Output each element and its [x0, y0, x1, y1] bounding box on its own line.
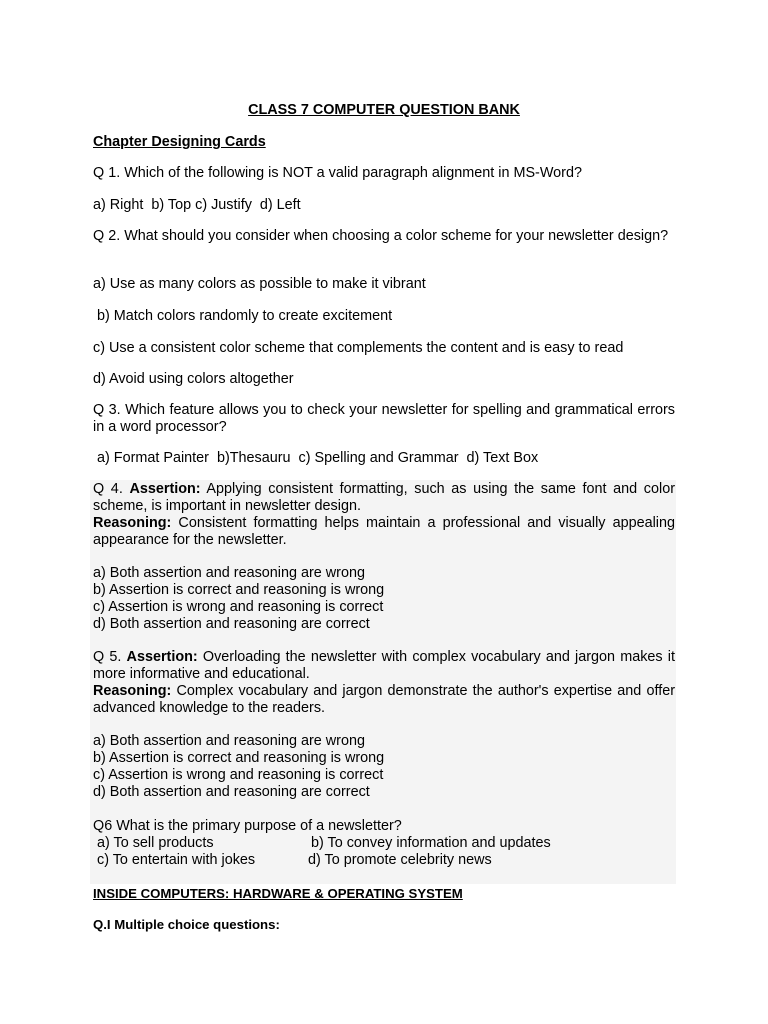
q6-option-d: d) To promote celebrity news — [308, 852, 492, 868]
q5-option-d: d) Both assertion and reasoning are correct — [93, 784, 370, 800]
q5-assertion — [93, 649, 675, 683]
q2-text: Q 2. What should you consider when choosing a color scheme for your newsletter design? — [93, 228, 669, 244]
q4-option-a: a) Both assertion and reasoning are wrong — [93, 565, 365, 581]
q4-prefix: Q 4. — [93, 481, 130, 497]
q4-reasoning — [93, 515, 675, 549]
q2-option-d: d) Avoid using colors altogether — [93, 371, 294, 387]
q5-assertion-label: Assertion: — [126, 649, 198, 665]
q4-reasoning-text: Consistent formatting helps maintain a professional and visually appealing appearance for the newsletter. — [93, 515, 675, 548]
mcq-heading: Q.I Multiple choice questions: — [93, 917, 280, 932]
q6-option-b: b) To convey information and updates — [311, 835, 551, 851]
q4-option-d: d) Both assertion and reasoning are correct — [93, 616, 370, 632]
q4-assertion-text: Applying consistent formatting, such as using the same font and color scheme, is important in newsletter design. — [93, 481, 675, 514]
q2-option-a: a) Use as many colors as possible to make it vibrant — [93, 276, 426, 292]
q5-prefix: Q 5. — [93, 649, 127, 665]
q5-reasoning-text: Complex vocabulary and jargon demonstrate the author's expertise and offer advanced knowledge to the readers. — [93, 683, 675, 716]
q5-option-a: a) Both assertion and reasoning are wrong — [93, 733, 365, 749]
q6-text: Q6 What is the primary purpose of a newsletter? — [93, 818, 402, 834]
q5-reasoning — [93, 683, 675, 717]
q2-option-c: c) Use a consistent color scheme that complements the content and is easy to read — [93, 340, 624, 356]
q4-assertion-label: Assertion: — [129, 481, 201, 497]
q3-options: a) Format Painter b)Thesauru c) Spelling and Grammar d) Text Box — [97, 450, 539, 466]
q1-options: a) Right b) Top c) Justify d) Left — [93, 197, 301, 213]
page-title: CLASS 7 COMPUTER QUESTION BANK — [248, 102, 520, 118]
q5-option-c: c) Assertion is wrong and reasoning is correct — [93, 767, 384, 783]
q5-reasoning-label: Reasoning: — [93, 683, 172, 699]
q3-text: Q 3. Which feature allows you to check your newsletter for spelling and grammatical errors in a word processor? — [93, 402, 675, 435]
q6-option-c: c) To entertain with jokes — [97, 852, 256, 868]
q6-option-a: a) To sell products — [97, 835, 214, 851]
q5-assertion-text: Overloading the newsletter with complex vocabulary and jargon makes it more informative and educational. — [93, 649, 675, 682]
chapter-heading: Chapter Designing Cards — [93, 134, 266, 150]
q4-reasoning-label: Reasoning: — [93, 515, 172, 531]
q5-option-b: b) Assertion is correct and reasoning is wrong — [93, 750, 385, 766]
q2-option-b: b) Match colors randomly to create excitement — [97, 308, 393, 324]
q4-option-c: c) Assertion is wrong and reasoning is correct — [93, 599, 384, 615]
section-heading: INSIDE COMPUTERS: HARDWARE & OPERATING SYSTEM — [93, 886, 463, 901]
q1-text: Q 1. Which of the following is NOT a valid paragraph alignment in MS-Word? — [93, 165, 582, 181]
q4-assertion — [93, 481, 675, 515]
q4-option-b: b) Assertion is correct and reasoning is wrong — [93, 582, 385, 598]
